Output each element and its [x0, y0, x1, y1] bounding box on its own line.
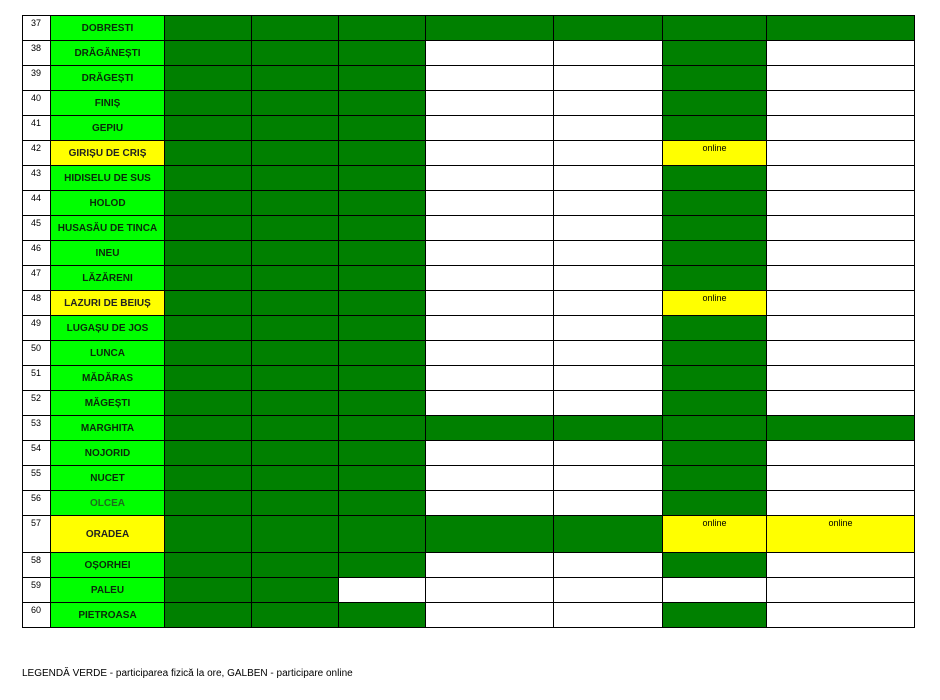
empty-cell: [553, 602, 663, 628]
physical-attendance-cell: [338, 40, 426, 66]
physical-attendance-cell: [164, 215, 252, 241]
empty-cell: [766, 90, 915, 116]
row-number: 42: [22, 140, 51, 166]
empty-cell: [425, 215, 554, 241]
row-number: 40: [22, 90, 51, 116]
physical-attendance-cell: [251, 165, 339, 191]
physical-attendance-cell: [338, 190, 426, 216]
locality-name: GEPIU: [50, 115, 165, 141]
row-number: 49: [22, 315, 51, 341]
physical-attendance-cell: [164, 440, 252, 466]
empty-cell: [425, 265, 554, 291]
empty-cell: [425, 490, 554, 516]
physical-attendance-cell: [662, 90, 767, 116]
physical-attendance-cell: [338, 215, 426, 241]
empty-cell: [425, 90, 554, 116]
empty-cell: [553, 365, 663, 391]
empty-cell: [766, 140, 915, 166]
locality-name: INEU: [50, 240, 165, 266]
physical-attendance-cell: [338, 90, 426, 116]
empty-cell: [425, 315, 554, 341]
physical-attendance-cell: [164, 515, 252, 553]
physical-attendance-cell: [251, 40, 339, 66]
physical-attendance-cell: [662, 265, 767, 291]
empty-cell: [553, 440, 663, 466]
physical-attendance-cell: [251, 465, 339, 491]
empty-cell: [425, 140, 554, 166]
empty-cell: [553, 290, 663, 316]
empty-cell: [425, 115, 554, 141]
physical-attendance-cell: [662, 552, 767, 578]
row-number: 37: [22, 15, 51, 41]
empty-cell: [425, 440, 554, 466]
empty-cell: [425, 577, 554, 603]
physical-attendance-cell: [338, 315, 426, 341]
physical-attendance-cell: [662, 602, 767, 628]
row-number: 51: [22, 365, 51, 391]
physical-attendance-cell: [662, 315, 767, 341]
row-number: 52: [22, 390, 51, 416]
online-attendance-cell: online: [766, 515, 915, 553]
physical-attendance-cell: [251, 415, 339, 441]
physical-attendance-cell: [662, 115, 767, 141]
row-number: 54: [22, 440, 51, 466]
physical-attendance-cell: [251, 390, 339, 416]
locality-name: DRĂGEȘTI: [50, 65, 165, 91]
locality-name: LUNCA: [50, 340, 165, 366]
physical-attendance-cell: [338, 140, 426, 166]
physical-attendance-cell: [338, 465, 426, 491]
empty-cell: [425, 240, 554, 266]
empty-cell: [766, 290, 915, 316]
empty-cell: [425, 340, 554, 366]
empty-cell: [766, 340, 915, 366]
physical-attendance-cell: [766, 415, 915, 441]
physical-attendance-cell: [425, 15, 554, 41]
empty-cell: [766, 65, 915, 91]
physical-attendance-cell: [338, 365, 426, 391]
empty-cell: [662, 577, 767, 603]
empty-cell: [425, 390, 554, 416]
physical-attendance-cell: [338, 602, 426, 628]
attendance-table: [22, 15, 914, 627]
empty-cell: [553, 140, 663, 166]
empty-cell: [766, 365, 915, 391]
row-number: 41: [22, 115, 51, 141]
row-number: 56: [22, 490, 51, 516]
empty-cell: [425, 165, 554, 191]
physical-attendance-cell: [164, 40, 252, 66]
physical-attendance-cell: [553, 15, 663, 41]
physical-attendance-cell: [164, 240, 252, 266]
empty-cell: [766, 190, 915, 216]
physical-attendance-cell: [338, 165, 426, 191]
empty-cell: [425, 190, 554, 216]
empty-cell: [425, 552, 554, 578]
online-attendance-cell: online: [662, 515, 767, 553]
physical-attendance-cell: [338, 340, 426, 366]
physical-attendance-cell: [251, 190, 339, 216]
row-number: 43: [22, 165, 51, 191]
physical-attendance-cell: [662, 190, 767, 216]
empty-cell: [553, 552, 663, 578]
legend-text: LEGENDĂ VERDE - participarea fizică la ore, GALBEN - participare online: [22, 668, 353, 679]
empty-cell: [553, 115, 663, 141]
physical-attendance-cell: [164, 290, 252, 316]
locality-name: NOJORID: [50, 440, 165, 466]
empty-cell: [766, 577, 915, 603]
locality-name: DRĂGĂNEȘTI: [50, 40, 165, 66]
physical-attendance-cell: [164, 577, 252, 603]
locality-name: DOBRESTI: [50, 15, 165, 41]
physical-attendance-cell: [338, 15, 426, 41]
physical-attendance-cell: [251, 90, 339, 116]
empty-cell: [425, 40, 554, 66]
empty-cell: [553, 465, 663, 491]
empty-cell: [766, 440, 915, 466]
physical-attendance-cell: [251, 577, 339, 603]
physical-attendance-cell: [553, 515, 663, 553]
physical-attendance-cell: [164, 415, 252, 441]
empty-cell: [553, 40, 663, 66]
locality-name: HIDISELU DE SUS: [50, 165, 165, 191]
empty-cell: [553, 165, 663, 191]
locality-name: FINIȘ: [50, 90, 165, 116]
physical-attendance-cell: [662, 365, 767, 391]
physical-attendance-cell: [164, 65, 252, 91]
empty-cell: [425, 290, 554, 316]
empty-cell: [766, 240, 915, 266]
physical-attendance-cell: [425, 515, 554, 553]
physical-attendance-cell: [251, 315, 339, 341]
empty-cell: [553, 190, 663, 216]
physical-attendance-cell: [164, 390, 252, 416]
physical-attendance-cell: [164, 165, 252, 191]
physical-attendance-cell: [251, 602, 339, 628]
empty-cell: [425, 602, 554, 628]
empty-cell: [338, 577, 426, 603]
row-number: 47: [22, 265, 51, 291]
physical-attendance-cell: [338, 65, 426, 91]
empty-cell: [553, 65, 663, 91]
row-number: 39: [22, 65, 51, 91]
physical-attendance-cell: [338, 490, 426, 516]
physical-attendance-cell: [251, 240, 339, 266]
empty-cell: [766, 265, 915, 291]
row-number: 60: [22, 602, 51, 628]
empty-cell: [766, 40, 915, 66]
physical-attendance-cell: [164, 602, 252, 628]
empty-cell: [553, 315, 663, 341]
physical-attendance-cell: [164, 340, 252, 366]
locality-name: PIETROASA: [50, 602, 165, 628]
physical-attendance-cell: [251, 440, 339, 466]
physical-attendance-cell: [553, 415, 663, 441]
physical-attendance-cell: [164, 140, 252, 166]
physical-attendance-cell: [662, 165, 767, 191]
locality-name: MĂGEȘTI: [50, 390, 165, 416]
physical-attendance-cell: [164, 552, 252, 578]
physical-attendance-cell: [164, 90, 252, 116]
empty-cell: [553, 390, 663, 416]
physical-attendance-cell: [338, 390, 426, 416]
empty-cell: [766, 390, 915, 416]
physical-attendance-cell: [338, 415, 426, 441]
physical-attendance-cell: [164, 15, 252, 41]
locality-name: OȘORHEI: [50, 552, 165, 578]
row-number: 59: [22, 577, 51, 603]
physical-attendance-cell: [251, 215, 339, 241]
online-attendance-cell: online: [662, 290, 767, 316]
physical-attendance-cell: [251, 290, 339, 316]
physical-attendance-cell: [251, 515, 339, 553]
physical-attendance-cell: [164, 490, 252, 516]
locality-name: MARGHITA: [50, 415, 165, 441]
physical-attendance-cell: [766, 15, 915, 41]
locality-name: HUSASĂU DE TINCA: [50, 215, 165, 241]
physical-attendance-cell: [338, 552, 426, 578]
physical-attendance-cell: [662, 240, 767, 266]
locality-name: PALEU: [50, 577, 165, 603]
empty-cell: [425, 365, 554, 391]
locality-name: LUGAȘU DE JOS: [50, 315, 165, 341]
row-number: 58: [22, 552, 51, 578]
physical-attendance-cell: [662, 490, 767, 516]
empty-cell: [766, 602, 915, 628]
empty-cell: [425, 465, 554, 491]
empty-cell: [553, 240, 663, 266]
empty-cell: [766, 115, 915, 141]
empty-cell: [553, 215, 663, 241]
empty-cell: [766, 465, 915, 491]
physical-attendance-cell: [338, 240, 426, 266]
row-number: 45: [22, 215, 51, 241]
locality-name: LĂZĂRENI: [50, 265, 165, 291]
physical-attendance-cell: [662, 415, 767, 441]
locality-name: HOLOD: [50, 190, 165, 216]
empty-cell: [553, 577, 663, 603]
physical-attendance-cell: [338, 440, 426, 466]
row-number: 53: [22, 415, 51, 441]
row-number: 55: [22, 465, 51, 491]
locality-name: OLCEA: [50, 490, 165, 516]
physical-attendance-cell: [251, 365, 339, 391]
empty-cell: [553, 90, 663, 116]
physical-attendance-cell: [164, 465, 252, 491]
row-number: 57: [22, 515, 51, 553]
physical-attendance-cell: [164, 315, 252, 341]
physical-attendance-cell: [251, 265, 339, 291]
row-number: 38: [22, 40, 51, 66]
physical-attendance-cell: [251, 65, 339, 91]
online-attendance-cell: online: [662, 140, 767, 166]
empty-cell: [553, 490, 663, 516]
physical-attendance-cell: [662, 15, 767, 41]
empty-cell: [766, 165, 915, 191]
physical-attendance-cell: [164, 265, 252, 291]
row-number: 46: [22, 240, 51, 266]
row-number: 50: [22, 340, 51, 366]
empty-cell: [425, 65, 554, 91]
row-number: 48: [22, 290, 51, 316]
physical-attendance-cell: [662, 390, 767, 416]
physical-attendance-cell: [425, 415, 554, 441]
empty-cell: [766, 315, 915, 341]
empty-cell: [766, 490, 915, 516]
empty-cell: [766, 215, 915, 241]
locality-name: ORADEA: [50, 515, 165, 553]
physical-attendance-cell: [338, 290, 426, 316]
locality-name: LAZURI DE BEIUȘ: [50, 290, 165, 316]
physical-attendance-cell: [251, 140, 339, 166]
physical-attendance-cell: [662, 465, 767, 491]
empty-cell: [553, 340, 663, 366]
physical-attendance-cell: [251, 115, 339, 141]
locality-name: MĂDĂRAS: [50, 365, 165, 391]
physical-attendance-cell: [251, 552, 339, 578]
physical-attendance-cell: [338, 115, 426, 141]
physical-attendance-cell: [251, 15, 339, 41]
physical-attendance-cell: [662, 65, 767, 91]
physical-attendance-cell: [338, 515, 426, 553]
row-number: 44: [22, 190, 51, 216]
empty-cell: [553, 265, 663, 291]
physical-attendance-cell: [662, 40, 767, 66]
physical-attendance-cell: [662, 340, 767, 366]
physical-attendance-cell: [251, 340, 339, 366]
physical-attendance-cell: [164, 365, 252, 391]
physical-attendance-cell: [164, 190, 252, 216]
locality-name: NUCET: [50, 465, 165, 491]
empty-cell: [766, 552, 915, 578]
locality-name: GIRIȘU DE CRIȘ: [50, 140, 165, 166]
physical-attendance-cell: [251, 490, 339, 516]
physical-attendance-cell: [662, 215, 767, 241]
physical-attendance-cell: [662, 440, 767, 466]
physical-attendance-cell: [338, 265, 426, 291]
physical-attendance-cell: [164, 115, 252, 141]
